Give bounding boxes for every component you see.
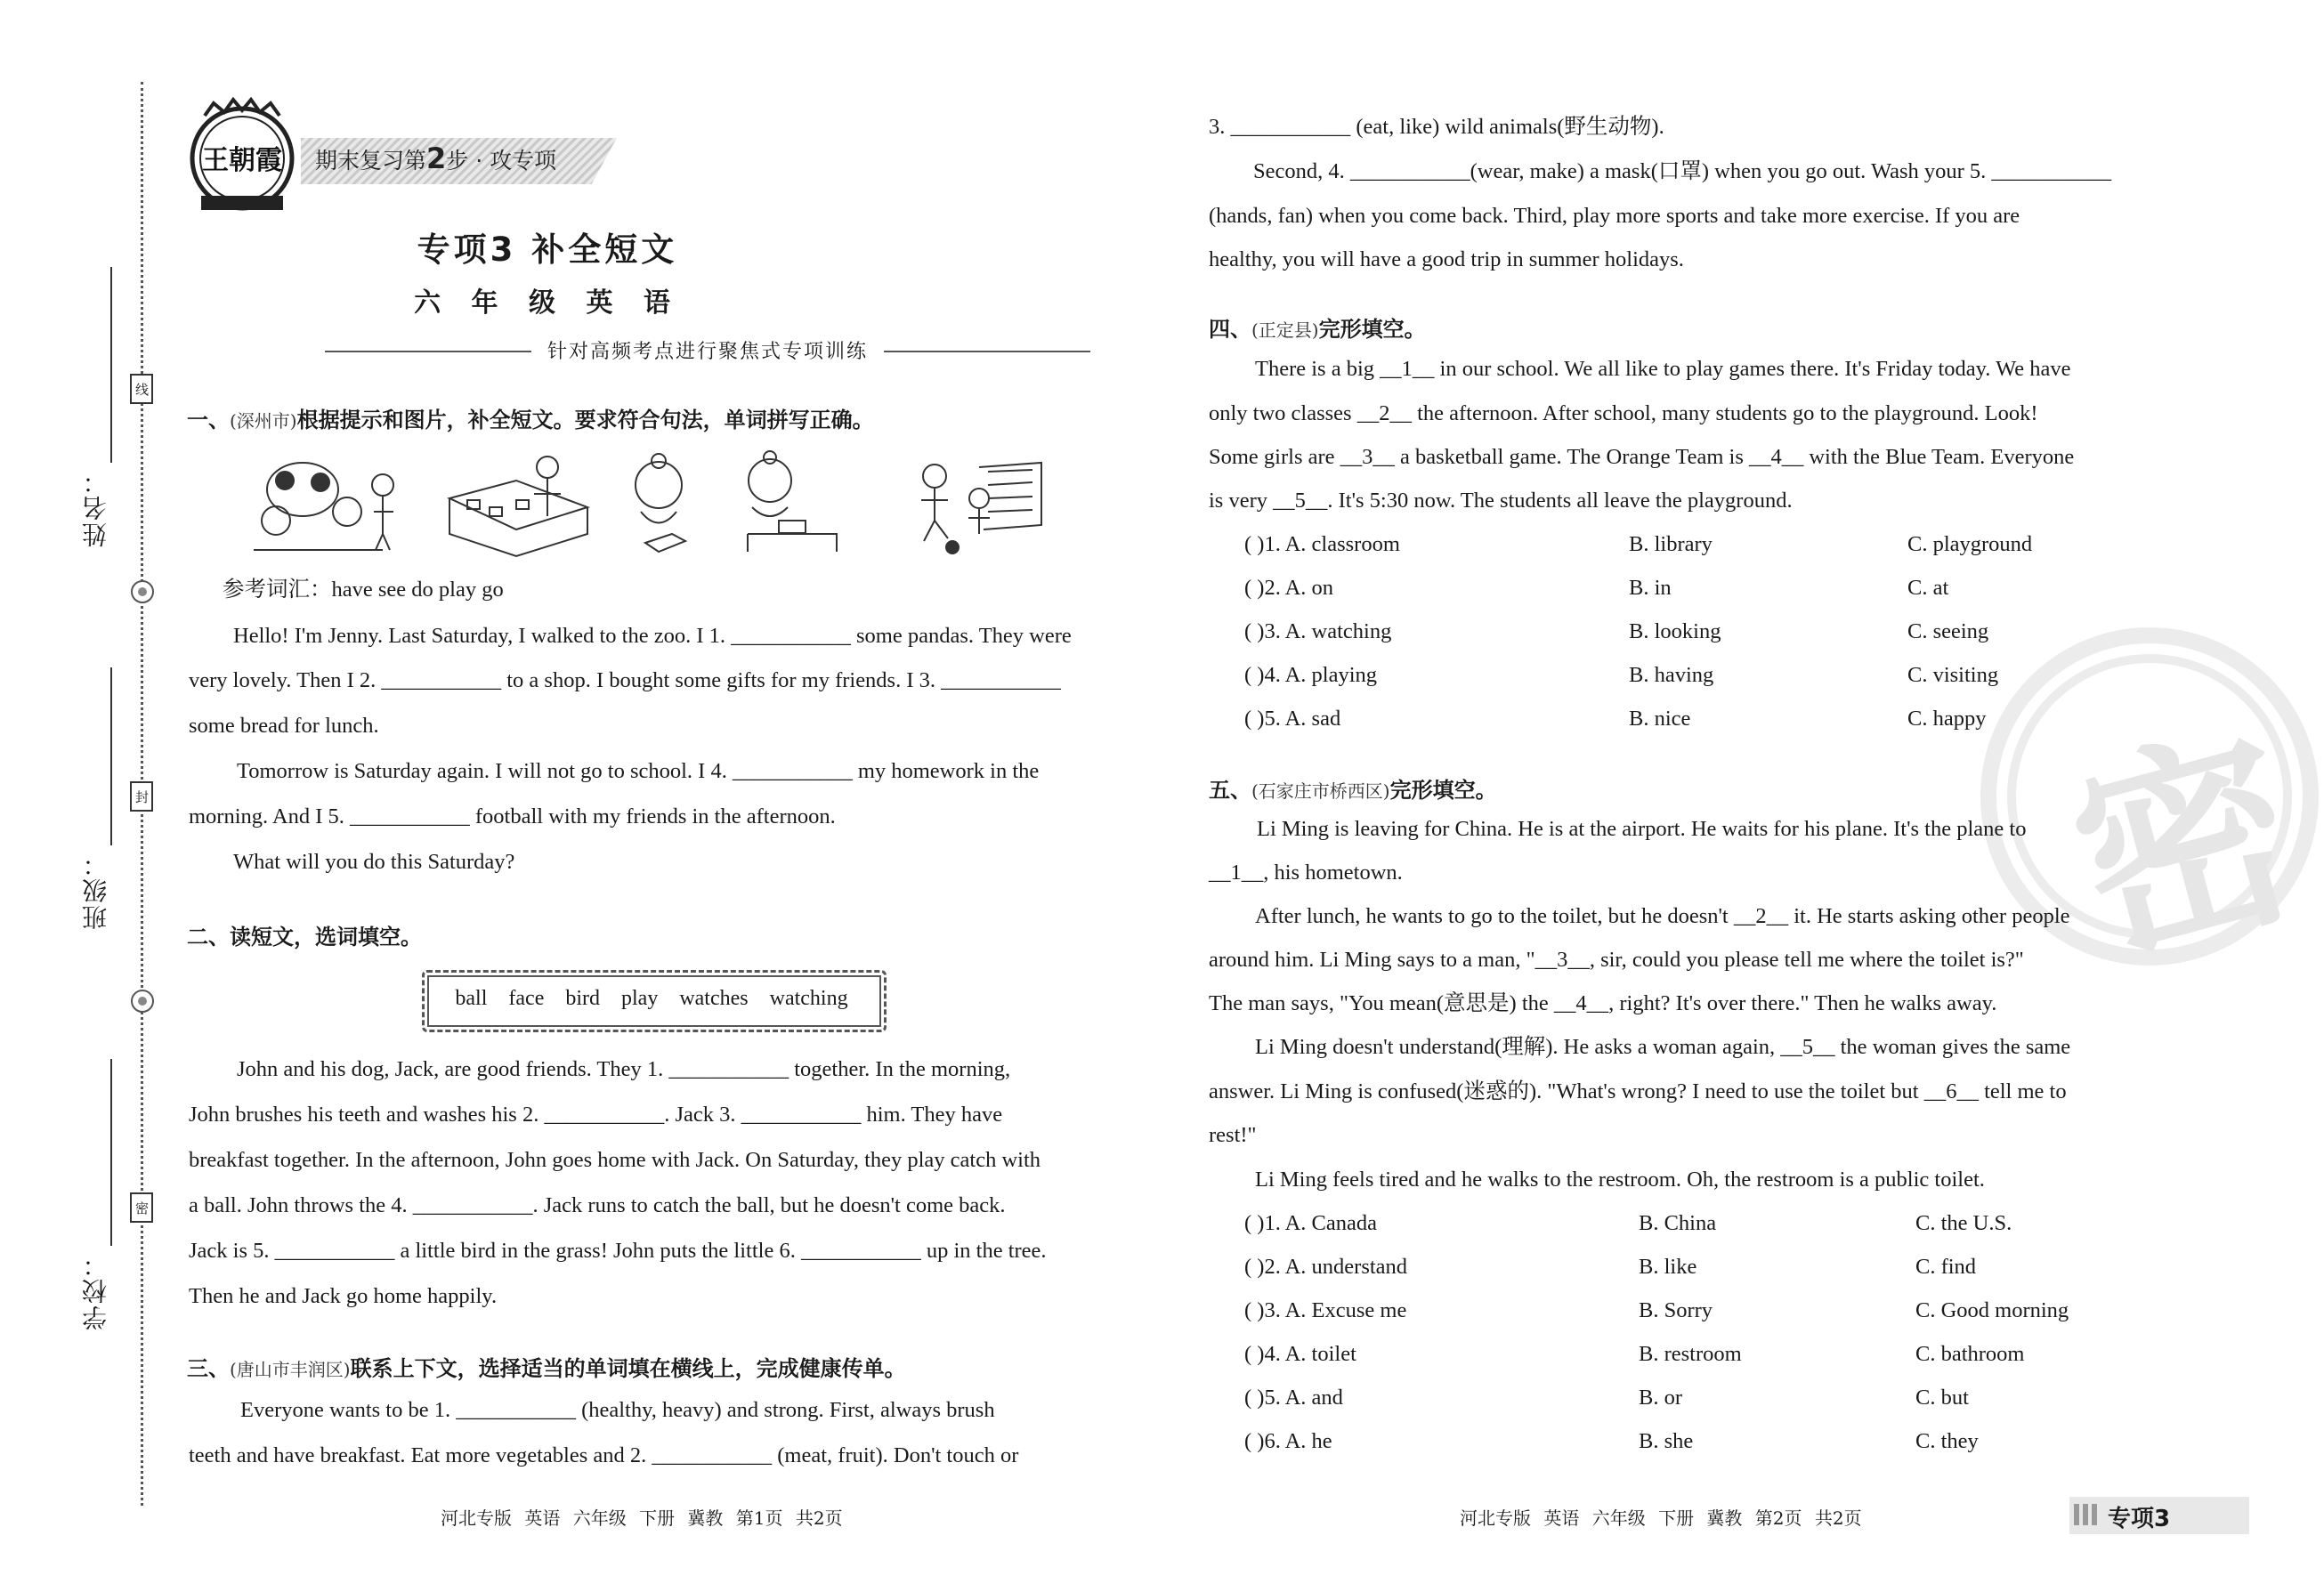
s4-q4-b: B. having bbox=[1629, 663, 1714, 687]
brand-logo-icon bbox=[178, 96, 312, 221]
s5-line-8: rest!" bbox=[1209, 1123, 1257, 1147]
s4-line-2: only two classes __2__ the afternoon. After school, many students go to the playground. Look! bbox=[1209, 401, 2038, 425]
margin-mark-secret: 密 bbox=[130, 1192, 153, 1223]
football-picture bbox=[921, 463, 1041, 554]
s4-q4-c: C. visiting bbox=[1907, 663, 1999, 687]
school-field[interactable] bbox=[110, 1059, 112, 1246]
svg-text:王朝霞: 王朝霞 bbox=[202, 145, 282, 176]
name-label: 姓名： bbox=[81, 467, 110, 547]
s2-line-3: breakfast together. In the afternoon, John goes home with Jack. On Saturday, they play catch with bbox=[189, 1148, 1041, 1172]
class-label: 班级： bbox=[81, 850, 110, 930]
s4-line-3: Some girls are __3__ a basketball game. The Orange Team is __4__ with the Blue Team. Everyone bbox=[1209, 445, 2075, 469]
s4-q3-c: C. seeing bbox=[1907, 619, 1989, 643]
school-label: 学校： bbox=[81, 1250, 110, 1330]
s4-q5-b: B. nice bbox=[1629, 707, 1691, 731]
picture-strip bbox=[249, 445, 1068, 561]
s1-line-1: Hello! I'm Jenny. Last Saturday, I walked to the zoo. I 1. ___________ some pandas. They were bbox=[233, 624, 1072, 648]
section-2-heading: 二、读短文，选词填空。 bbox=[187, 925, 422, 950]
page-subtitle: 六 年 级 英 语 bbox=[414, 287, 681, 319]
binding-hole-icon bbox=[131, 580, 154, 603]
s5-line-3: After lunch, he wants to go to the toilet, but he doesn't __2__ it. He starts asking other people bbox=[1255, 904, 2070, 928]
s4-q1-b: B. library bbox=[1629, 532, 1713, 556]
s4-q2[interactable]: ( )2. A. on bbox=[1244, 576, 1334, 600]
s4-q5[interactable]: ( )5. A. sad bbox=[1244, 707, 1341, 731]
s5-q6-b: B. she bbox=[1639, 1429, 1694, 1453]
s2-line-2: John brushes his teeth and washes his 2. ___________. Jack 3. ___________ him. They have bbox=[189, 1103, 1003, 1127]
seal-watermark-char: 密 bbox=[2050, 699, 2321, 996]
s5-q1-c: C. the U.S. bbox=[1915, 1211, 2012, 1235]
s4-q3-b: B. looking bbox=[1629, 619, 1721, 643]
s5-q5[interactable]: ( )5. A. and bbox=[1244, 1386, 1343, 1410]
s2-line-6: Then he and Jack go home happily. bbox=[189, 1284, 498, 1308]
banner-prefix: 期末复习第 bbox=[315, 148, 427, 174]
s2-line-4: a ball. John throws the 4. ___________. Jack runs to catch the ball, but he doesn't come back. bbox=[189, 1193, 1006, 1217]
section-5-heading: 五、(石家庄市桥西区)完形填空。 bbox=[1209, 778, 1497, 803]
shop-picture bbox=[449, 457, 587, 556]
s4-line-4: is very __5__. It's 5:30 now. The students all leave the playground. bbox=[1209, 489, 1793, 513]
s5-q1[interactable]: ( )1. A. Canada bbox=[1244, 1211, 1377, 1235]
s5-q5-b: B. or bbox=[1639, 1386, 1682, 1410]
footer-right: 河北专版 英语 六年级 下册 冀教 第2页 共2页 bbox=[1460, 1507, 1862, 1529]
footer-left: 河北专版 英语 六年级 下册 冀教 第1页 共2页 bbox=[441, 1507, 843, 1529]
s1-line-2: very lovely. Then I 2. ___________ to a shop. I bought some gifts for my friends. I 3. ___________ bbox=[189, 668, 1061, 692]
class-field[interactable] bbox=[110, 667, 112, 845]
s4-q1[interactable]: ( )1. A. classroom bbox=[1244, 532, 1400, 556]
s2-line-1: John and his dog, Jack, are good friends. They 1. ___________ together. In the morning, bbox=[237, 1057, 1011, 1081]
s3-line-3: 3. ___________ (eat, like) wild animals(野生动物). bbox=[1209, 115, 1664, 139]
s4-line-1: There is a big __1__ in our school. We all like to play games there. It's Friday today. We have bbox=[1255, 357, 2071, 381]
s5-line-4: around him. Li Ming says to a man, "__3__, sir, could you please tell me where the toilet is?" bbox=[1209, 948, 2024, 972]
banner bbox=[315, 141, 556, 175]
section-1-vocab: 参考词汇：have see do play go bbox=[223, 578, 504, 602]
s4-q5-c: C. happy bbox=[1907, 707, 1987, 731]
margin-mark-line: 线 bbox=[130, 374, 153, 404]
margin-mark-seal: 封 bbox=[130, 781, 153, 812]
s5-line-9: Li Ming feels tired and he walks to the restroom. Oh, the restroom is a public toilet. bbox=[1255, 1168, 1985, 1192]
s4-q4[interactable]: ( )4. A. playing bbox=[1244, 663, 1378, 687]
corner-label: 专项3 bbox=[2108, 1506, 2171, 1532]
s5-q1-b: B. China bbox=[1639, 1211, 1717, 1235]
s3-line-4: Second, 4. ___________(wear, make) a mask(口罩) when you go out. Wash your 5. ___________ bbox=[1253, 159, 2112, 183]
banner-suffix: 步 · 攻专项 bbox=[446, 148, 557, 174]
s5-line-5: The man says, "You mean(意思是) the __4__, right? It's over there." Then he walks away. bbox=[1209, 991, 1997, 1015]
s3-line-6: healthy, you will have a good trip in summer holidays. bbox=[1209, 247, 1684, 271]
banner-step: 2 bbox=[426, 141, 447, 175]
s5-q6[interactable]: ( )6. A. he bbox=[1244, 1429, 1332, 1453]
s2-line-5: Jack is 5. ___________ a little bird in the grass! John puts the little 6. ___________ up in the tree. bbox=[189, 1239, 1047, 1263]
s5-q4[interactable]: ( )4. A. toilet bbox=[1244, 1342, 1356, 1366]
s1-line-3: some bread for lunch. bbox=[189, 714, 379, 738]
binding-hole-icon bbox=[131, 990, 154, 1013]
s4-q1-c: C. playground bbox=[1907, 532, 2033, 556]
homework-picture bbox=[748, 451, 837, 552]
page-title: 专项3 补全短文 bbox=[417, 230, 678, 269]
s5-line-2: __1__, his hometown. bbox=[1209, 861, 1403, 885]
girl-eating-picture bbox=[636, 454, 685, 552]
s3-line-1: Everyone wants to be 1. ___________ (healthy, heavy) and strong. First, always brush bbox=[240, 1398, 995, 1422]
s5-q6-c: C. they bbox=[1915, 1429, 1979, 1453]
section-1-heading: 一、(深州市)根据提示和图片，补全短文。要求符合句法，单词拼写正确。 bbox=[187, 408, 874, 432]
section-3-heading: 三、(唐山市丰润区)联系上下文，选择适当的单词填在横线上，完成健康传单。 bbox=[187, 1356, 906, 1381]
s5-q5-c: C. but bbox=[1915, 1386, 1969, 1410]
s5-q2[interactable]: ( )2. A. understand bbox=[1244, 1255, 1408, 1279]
s3-line-2: teeth and have breakfast. Eat more vegetables and 2. ___________ (meat, fruit). Don't touch or bbox=[189, 1443, 1019, 1467]
s1-line-4: Tomorrow is Saturday again. I will not go to school. I 4. ___________ my homework in the bbox=[237, 759, 1040, 783]
s5-line-7: answer. Li Ming is confused(迷惑的). "What's wrong? I need to use the toilet but __6__ tell me to bbox=[1209, 1079, 2067, 1103]
s5-q4-c: C. bathroom bbox=[1915, 1342, 2025, 1366]
s4-q2-b: B. in bbox=[1629, 576, 1672, 600]
s5-q2-c: C. find bbox=[1915, 1255, 1977, 1279]
s5-q3[interactable]: ( )3. A. Excuse me bbox=[1244, 1298, 1407, 1322]
s5-q3-c: C. Good morning bbox=[1915, 1298, 2069, 1322]
s1-line-6: What will you do this Saturday? bbox=[233, 850, 515, 874]
corner-dots-icon bbox=[2074, 1504, 2101, 1525]
s5-q4-b: B. restroom bbox=[1639, 1342, 1742, 1366]
pandas-picture bbox=[254, 463, 393, 550]
s5-line-6: Li Ming doesn't understand(理解). He asks a woman again, __5__ the woman gives the same bbox=[1255, 1035, 2071, 1059]
s5-line-1: Li Ming is leaving for China. He is at the airport. He waits for his plane. It's the plane to bbox=[1257, 817, 2027, 841]
word-bank: ball face bird play watches watching bbox=[455, 987, 848, 1010]
section-4-heading: 四、(正定县)完形填空。 bbox=[1209, 317, 1426, 342]
s3-line-5: (hands, fan) when you come back. Third, play more sports and take more exercise. If you are bbox=[1209, 204, 2020, 228]
s4-q2-c: C. at bbox=[1907, 576, 1949, 600]
s5-q3-b: B. Sorry bbox=[1639, 1298, 1713, 1322]
s1-line-5: morning. And I 5. ___________ football with my friends in the afternoon. bbox=[189, 804, 836, 828]
tagline-row bbox=[325, 336, 1090, 365]
s5-q2-b: B. like bbox=[1639, 1255, 1697, 1279]
s4-q3[interactable]: ( )3. A. watching bbox=[1244, 619, 1392, 643]
tagline: 针对高频考点进行聚焦式专项训练 bbox=[531, 341, 884, 363]
